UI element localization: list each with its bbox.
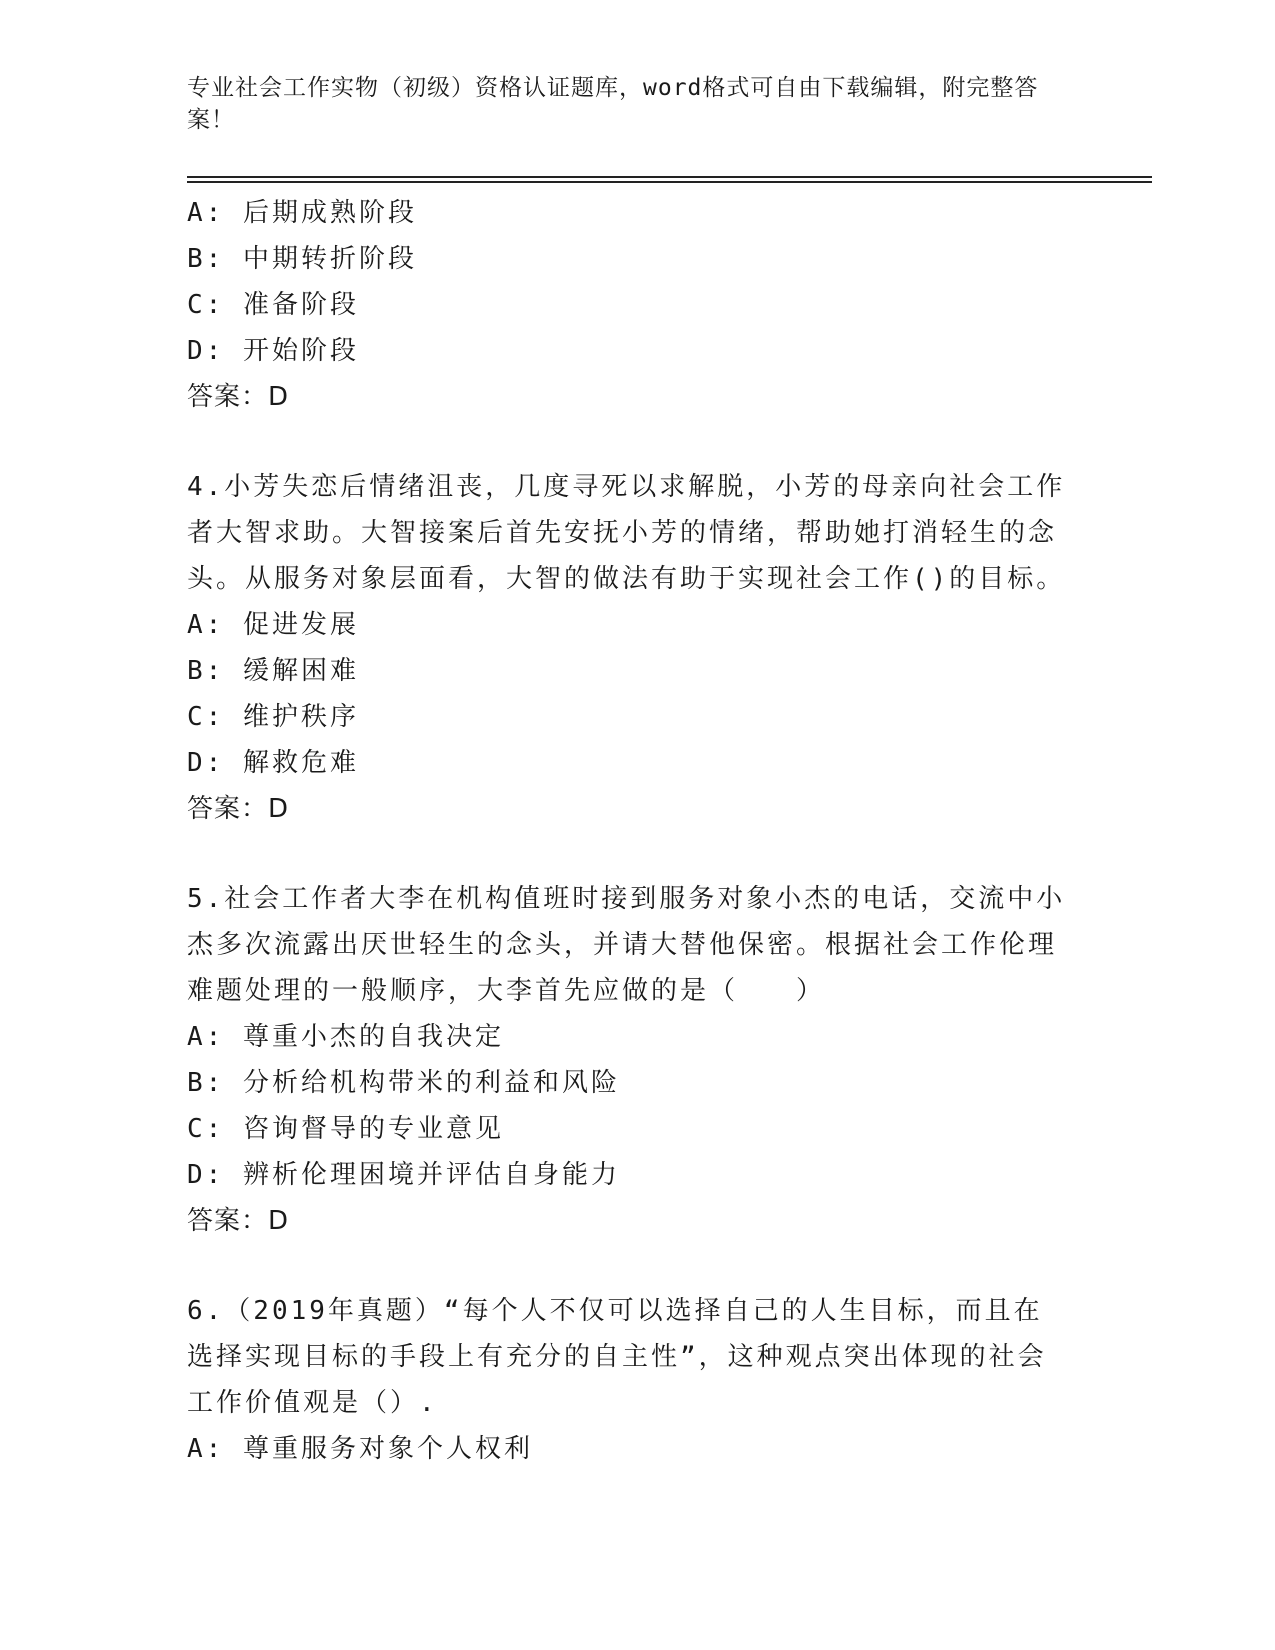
- question-4-answer: 答案：D: [187, 794, 290, 824]
- question-list: [187, 190, 1067, 1472]
- question-6: [187, 1288, 1067, 1472]
- question-4: [187, 464, 1067, 832]
- question-3-option-b: B: 中期转折阶段: [187, 244, 417, 274]
- header-divider-top: [187, 176, 1152, 178]
- question-5: [187, 876, 1067, 1244]
- spacer: [187, 1244, 1067, 1288]
- question-6-stem: 6.（2019年真题）“每个人不仅可以选择自己的人生目标，而且在选择实现目标的手段上有充分的自主性”，这种观点突出体现的社会工作价值观是（）.: [187, 1296, 1047, 1418]
- question-4-option-a: A: 促进发展: [187, 610, 359, 640]
- question-3-option-c: C: 准备阶段: [187, 290, 359, 320]
- header-divider-bottom: [187, 181, 1152, 183]
- question-3-option-d: D: 开始阶段: [187, 336, 359, 366]
- question-4-option-d: D: 解救危难: [187, 748, 359, 778]
- spacer: [187, 832, 1067, 876]
- document-header: 专业社会工作实物（初级）资格认证题库，word格式可自由下载编辑，附完整答案！: [187, 75, 1039, 133]
- question-3-answer: 答案：D: [187, 382, 290, 412]
- question-4-option-c: C: 维护秩序: [187, 702, 359, 732]
- question-5-option-a: A: 尊重小杰的自我决定: [187, 1022, 504, 1052]
- question-4-stem: 4.小芳失恋后情绪沮丧，几度寻死以求解脱，小芳的母亲向社会工作者大智求助。大智接案后首先安抚小芳的情绪，帮助她打消轻生的念头。从服务对象层面看，大智的做法有助于实现社会工作()的目标。: [187, 472, 1066, 594]
- question-5-option-b: B: 分析给机构带米的利益和风险: [187, 1068, 620, 1098]
- question-3-option-a: A: 后期成熟阶段: [187, 198, 417, 228]
- question-5-answer: 答案：D: [187, 1206, 290, 1236]
- question-4-option-b: B: 缓解困难: [187, 656, 359, 686]
- question-5-stem: 5.社会工作者大李在机构值班时接到服务对象小杰的电话，交流中小杰多次流露出厌世轻生的念头，并请大替他保密。根据社会工作伦理难题处理的一般顺序，大李首先应做的是（ ）: [187, 884, 1066, 1006]
- question-5-option-c: C: 咨询督导的专业意见: [187, 1114, 504, 1144]
- question-6-option-a: A: 尊重服务对象个人权利: [187, 1434, 533, 1464]
- question-3: [187, 190, 1067, 420]
- question-5-option-d: D: 辨析伦理困境并评估自身能力: [187, 1160, 620, 1190]
- spacer: [187, 420, 1067, 464]
